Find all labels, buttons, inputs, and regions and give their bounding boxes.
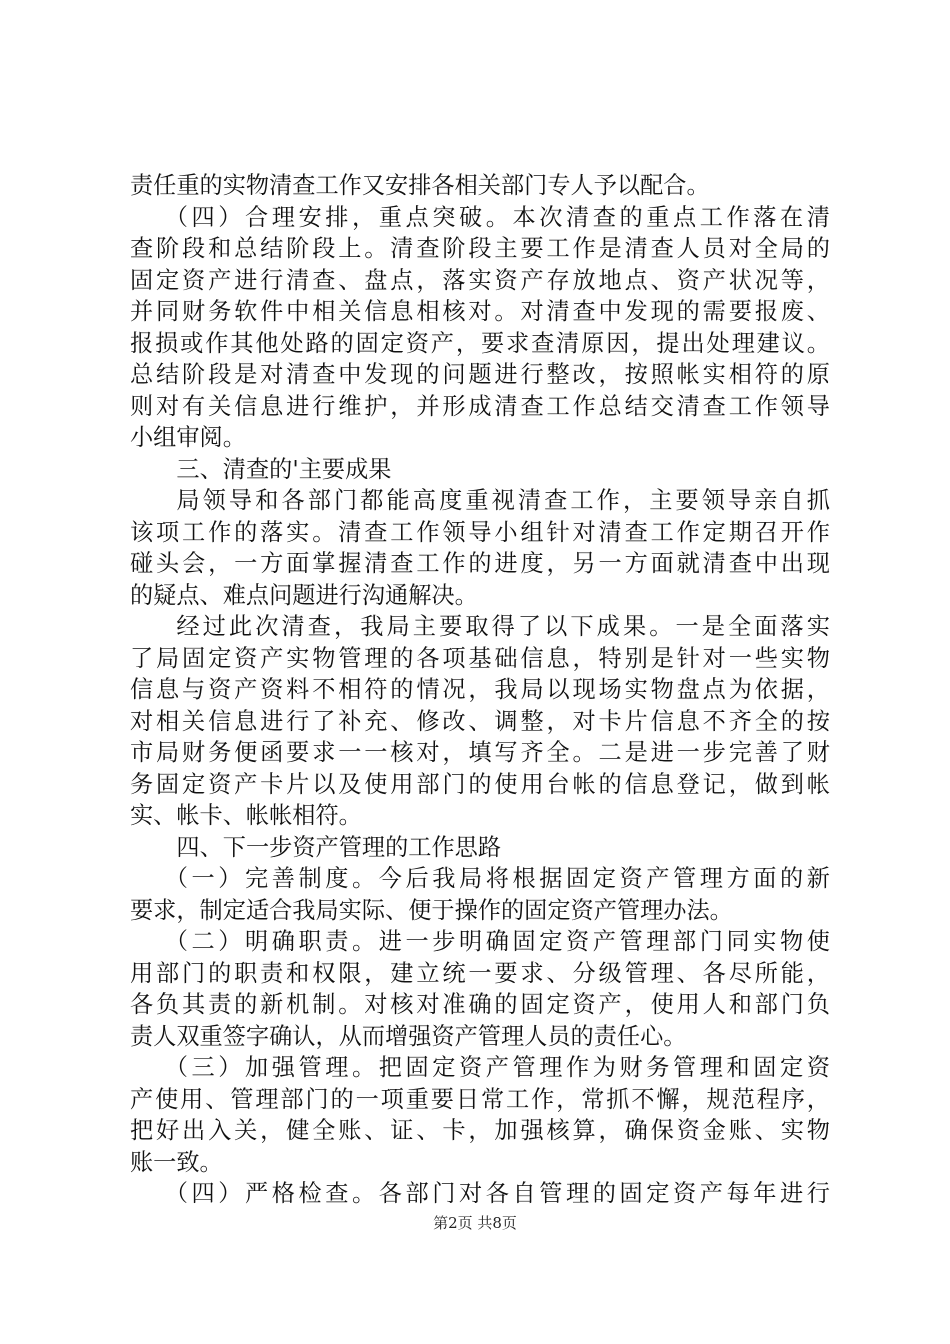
text-line: 市局财务便函要求一一核对，填写齐全。二是进一步完善了财 bbox=[130, 739, 830, 766]
page-footer: 第2页 共8页 bbox=[433, 1214, 517, 1232]
text-line: 经过此次清查，我局主要取得了以下成果。一是全面落实 bbox=[176, 613, 830, 640]
text-line: 用部门的职责和权限，建立统一要求、分级管理、各尽所能， bbox=[130, 959, 830, 987]
text-line: 账一致。 bbox=[130, 1148, 223, 1176]
text-line: （四）严格检查。各部门对各自管理的固定资产每年进行 bbox=[164, 1180, 830, 1207]
text-line: 要求，制定适合我局实际、便于操作的固定资产管理办法。 bbox=[130, 896, 733, 924]
text-line: 各负其责的新机制。对核对准确的固定资产，使用人和部门负 bbox=[130, 991, 830, 1018]
text-line: 固定资产进行清查、盘点，落实资产存放地点、资产状况等， bbox=[130, 266, 830, 294]
text-line: 报损或作其他处路的固定资产，要求查清原因，提出处理建议。 bbox=[130, 329, 830, 357]
text-line: 信息与资产资料不相符的情况，我局以现场实物盘点为依据， bbox=[130, 676, 830, 703]
text-line: 三、清查的'主要成果 bbox=[176, 455, 392, 483]
text-line: 则对有关信息进行维护，并形成清查工作总结交清查工作领导 bbox=[130, 392, 830, 420]
text-line: 总结阶段是对清查中发现的问题进行整改，按照帐实相符的原 bbox=[130, 361, 830, 388]
text-line: 务固定资产卡片以及使用部门的使用台帐的信息登记，做到帐 bbox=[130, 770, 830, 798]
text-line: 查阶段和总结阶段上。清查阶段主要工作是清查人员对全局的 bbox=[130, 235, 830, 262]
text-line: 产使用、管理部门的一项重要日常工作，常抓不懈，规范程序， bbox=[130, 1085, 830, 1113]
text-line: 该项工作的落实。清查工作领导小组针对清查工作定期召开作 bbox=[130, 518, 830, 546]
text-line: 了局固定资产实物管理的各项基础信息，特别是针对一些实物 bbox=[130, 644, 830, 672]
text-line: 并同财务软件中相关信息相核对。对清查中发现的需要报废、 bbox=[130, 298, 830, 325]
text-line: （二）明确职责。进一步明确固定资产管理部门同实物使 bbox=[164, 928, 830, 955]
document-body bbox=[130, 170, 830, 1210]
text-line: 责任重的实物清查工作又安排各相关部门专人予以配合。 bbox=[130, 172, 710, 199]
text-line: 局领导和各部门都能高度重视清查工作，主要领导亲自抓 bbox=[176, 487, 830, 514]
text-line: 小组审阅。 bbox=[130, 424, 246, 451]
text-line: 碰头会，一方面掌握清查工作的进度，另一方面就清查中出现 bbox=[130, 550, 830, 577]
text-line: 的疑点、难点问题进行沟通解决。 bbox=[130, 581, 478, 609]
text-line: （一）完善制度。今后我局将根据固定资产管理方面的新 bbox=[164, 865, 830, 892]
text-line: （四）合理安排，重点突破。本次清查的重点工作落在清 bbox=[164, 203, 830, 231]
text-line: 把好出入关，健全账、证、卡，加强核算，确保资金账、实物 bbox=[130, 1117, 830, 1144]
text-line: 四、下一步资产管理的工作思路 bbox=[176, 833, 502, 861]
text-line: 责人双重签字确认，从而增强资产管理人员的责任心。 bbox=[130, 1022, 687, 1050]
text-line: 实、帐卡、帐帐相符。 bbox=[130, 802, 362, 829]
text-line: （三）加强管理。把固定资产管理作为财务管理和固定资 bbox=[164, 1054, 830, 1081]
text-line: 对相关信息进行了补充、修改、调整，对卡片信息不齐全的按 bbox=[130, 707, 830, 735]
